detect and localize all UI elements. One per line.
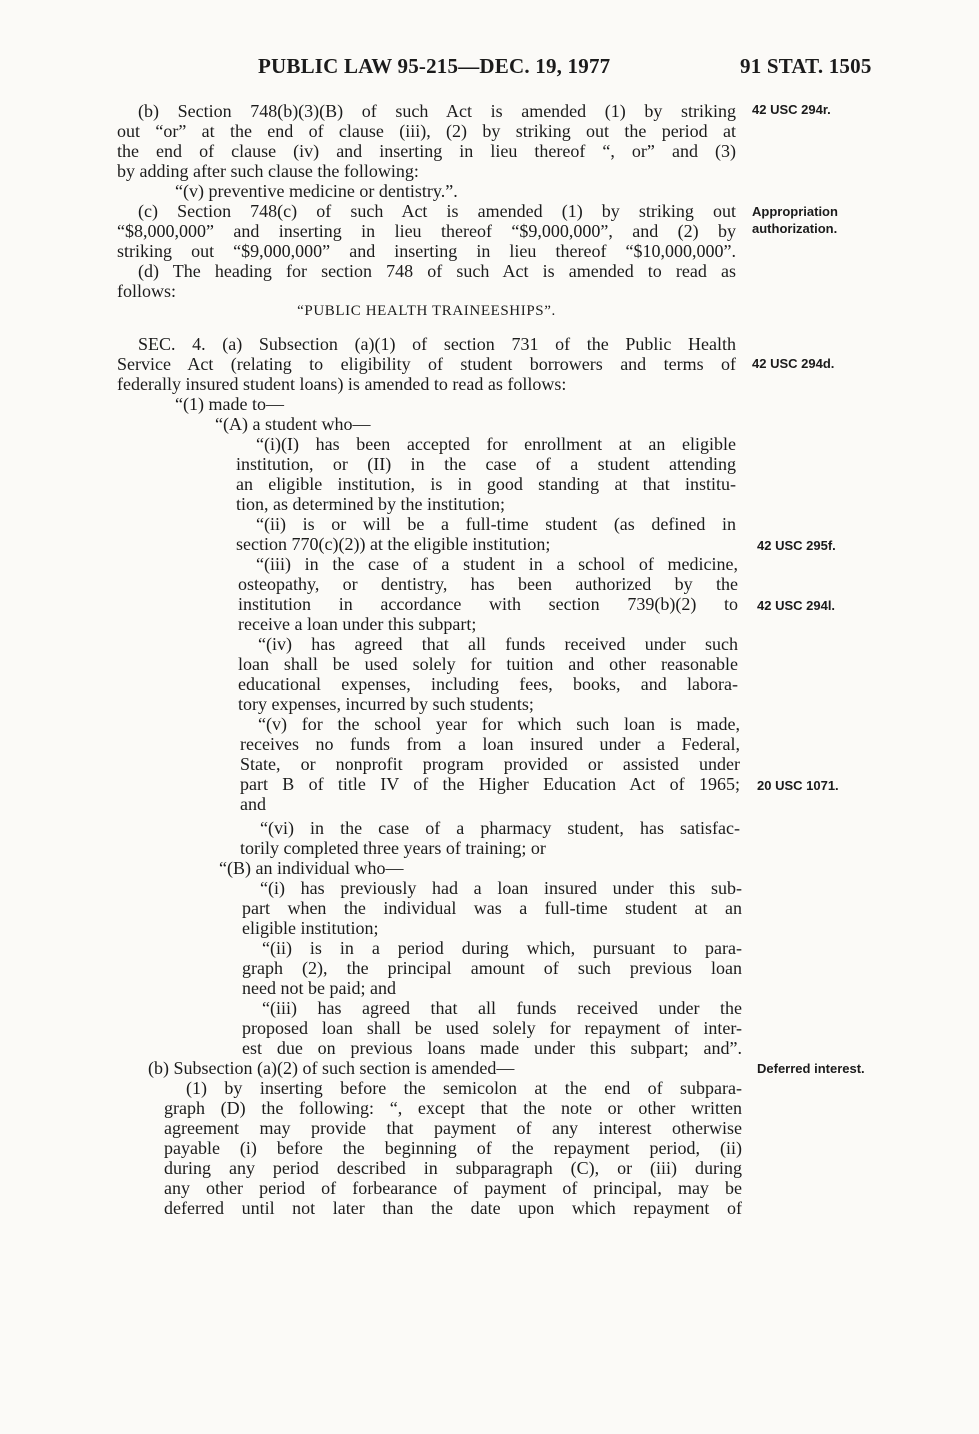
text-line: “(1) made to— xyxy=(175,394,284,414)
text-line: torily completed three years of training; or xyxy=(240,838,546,858)
text-line: Service Act (relating to eligibility of student borrowers and terms of xyxy=(117,354,736,374)
text-line: educational expenses, including fees, books, and labora- xyxy=(238,674,738,694)
text-line: “$8,000,000” and inserting in lieu thereof “$9,000,000”, and (2) by xyxy=(117,221,736,241)
text-line: “(v) for the school year for which such loan is made, xyxy=(258,714,740,734)
text-line: “(v) preventive medicine or dentistry.”. xyxy=(175,181,458,201)
text-line: institution in accordance with section 739(b)(2) to xyxy=(238,594,738,614)
text-line: the end of clause (iv) and inserting in lieu thereof “, or” and (3) xyxy=(117,141,736,161)
text-line: tory expenses, incurred by such students; xyxy=(238,694,534,714)
text-line: graph (2), the principal amount of such previous loan xyxy=(242,958,742,978)
text-line: osteopathy, or dentistry, has been authorized by the xyxy=(238,574,738,594)
margin-note-citation: 42 USC 294l. xyxy=(757,598,836,613)
header-stat-citation: 91 STAT. 1505 xyxy=(740,54,872,78)
text-line: (b) Subsection (a)(2) of such section is amended— xyxy=(148,1058,515,1078)
text-line: tion, as determined by the institution; xyxy=(236,494,505,514)
text-line: follows: xyxy=(117,281,177,301)
margin-note-citation: 42 USC 294d. xyxy=(752,356,835,371)
text-line: receive a loan under this subpart; xyxy=(238,614,477,634)
text-line: “(vi) in the case of a pharmacy student, has satisfac- xyxy=(260,818,740,838)
text-line: SEC. 4. (a) Subsection (a)(1) of section 731 of the Public Health xyxy=(138,334,736,354)
text-line: federally insured student loans) is amended to read as follows: xyxy=(117,374,567,394)
text-line: “(A) a student who— xyxy=(215,414,371,434)
text-line: “(B) an individual who— xyxy=(219,858,404,878)
text-line: payable (i) before the beginning of the repayment period, (ii) xyxy=(164,1138,742,1158)
text-line: “(iv) has agreed that all funds received under such xyxy=(258,634,738,654)
margin-note-deferred-interest: Deferred interest. xyxy=(757,1061,865,1076)
text-line: State, or nonprofit program provided or assisted under xyxy=(240,754,740,774)
text-line: “(iii) has agreed that all funds received under the xyxy=(262,998,742,1018)
text-line: part when the individual was a full-time student at an xyxy=(242,898,742,918)
margin-note-citation: 42 USC 294r. xyxy=(752,102,831,117)
text-line: graph (D) the following: “, except that the note or other written xyxy=(164,1098,742,1118)
margin-note-authorization: authorization. xyxy=(752,221,838,236)
text-line: (d) The heading for section 748 of such Act is amended to read as xyxy=(138,261,736,281)
text-line: agreement may provide that payment of any interest otherwise xyxy=(164,1118,742,1138)
text-line: and xyxy=(240,794,266,814)
margin-note-citation: 20 USC 1071. xyxy=(757,778,839,793)
text-line: striking out “$9,000,000” and inserting in lieu thereof “$10,000,000”. xyxy=(117,241,736,261)
text-line: “(iii) in the case of a student in a school of medicine, xyxy=(256,554,738,574)
margin-note-appropriation: Appropriation xyxy=(752,204,838,219)
section-heading: “PUBLIC HEALTH TRAINEESHIPS”. xyxy=(297,303,556,319)
text-line: “(ii) is in a period during which, pursuant to para- xyxy=(262,938,742,958)
text-line: by adding after such clause the following: xyxy=(117,161,419,181)
text-line: need not be paid; and xyxy=(242,978,396,998)
text-line: deferred until not later than the date upon which repayment of xyxy=(164,1198,742,1218)
text-line: an eligible institution, is in good standing at that institu- xyxy=(236,474,736,494)
text-line: (c) Section 748(c) of such Act is amended (1) by striking out xyxy=(138,201,736,221)
text-line: during any period described in subparagraph (C), or (iii) during xyxy=(164,1158,742,1178)
text-line: receives no funds from a loan insured under a Federal, xyxy=(240,734,740,754)
text-line: section 770(c)(2)) at the eligible institution; xyxy=(236,534,551,554)
text-line: loan shall be used solely for tuition and other reasonable xyxy=(238,654,738,674)
text-line: any other period of forbearance of payment of principal, may be xyxy=(164,1178,742,1198)
text-line: out “or” at the end of clause (iii), (2) by striking out the period at xyxy=(117,121,736,141)
text-line: “(ii) is or will be a full-time student (as defined in xyxy=(256,514,736,534)
text-line: (1) by inserting before the semicolon at the end of subpara- xyxy=(186,1078,742,1098)
text-line: eligible institution; xyxy=(242,918,379,938)
text-line: (b) Section 748(b)(3)(B) of such Act is amended (1) by striking xyxy=(138,101,736,121)
header-title: PUBLIC LAW 95-215—DEC. 19, 1977 xyxy=(258,54,611,78)
text-line: institution, or (II) in the case of a student attending xyxy=(236,454,736,474)
margin-note-citation: 42 USC 295f. xyxy=(757,538,836,553)
text-line: “(i) has previously had a loan insured under this sub- xyxy=(260,878,742,898)
text-line: est due on previous loans made under this subpart; and”. xyxy=(242,1038,742,1058)
text-line: proposed loan shall be used solely for repayment of inter- xyxy=(242,1018,742,1038)
text-line: “(i)(I) has been accepted for enrollment at an eligible xyxy=(256,434,736,454)
text-line: part B of title IV of the Higher Education Act of 1965; xyxy=(240,774,740,794)
